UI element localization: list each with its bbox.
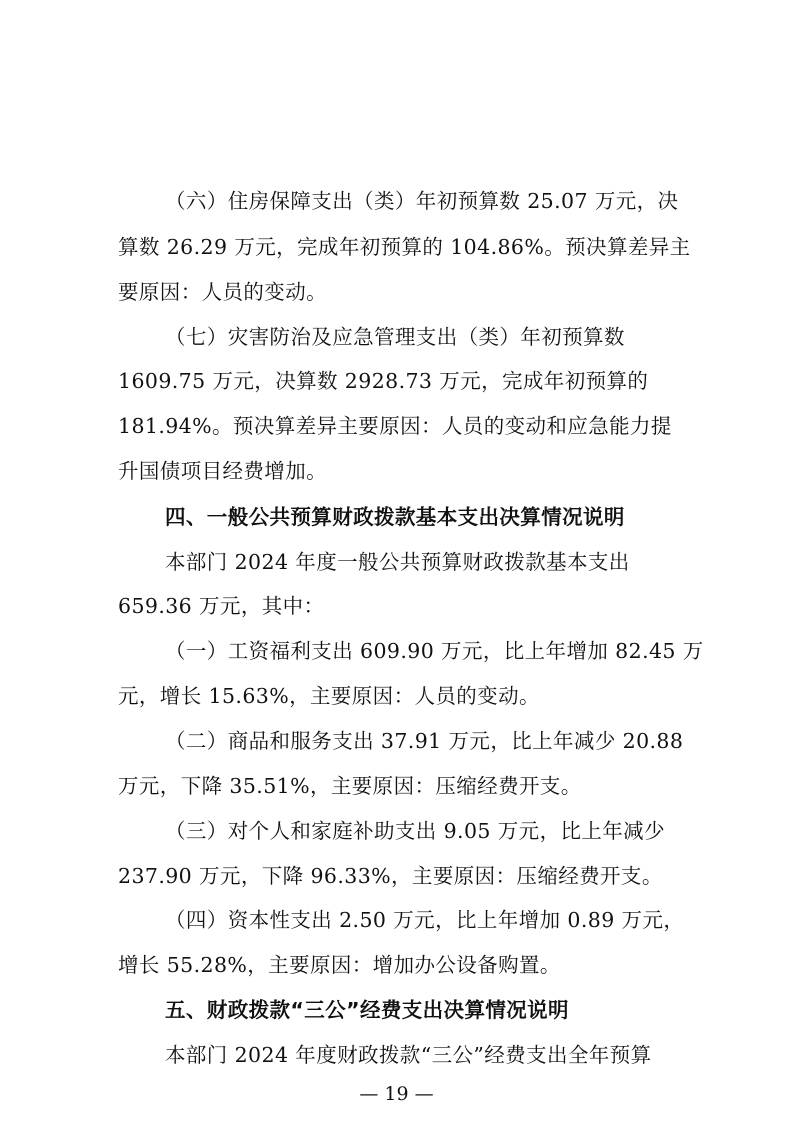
page-number: — 19 — (359, 1083, 434, 1105)
wages-line-1: （一）工资福利支出 609.90 万元，比上年增加 82.45 万 (165, 639, 704, 663)
disaster-line-4: 升国债项目经费增加。 (118, 459, 327, 483)
section-4-intro-line-1: 本部门 2024 年度一般公共预算财政拨款基本支出 (165, 550, 630, 574)
disaster-line-2: 1609.75 万元，决算数 2928.73 万元，完成年初预算的 (118, 369, 649, 393)
section-4-intro-line-2: 659.36 万元，其中： (118, 594, 325, 618)
disaster-line-1: （七）灾害防治及应急管理支出（类）年初预算数 (165, 325, 625, 349)
housing-line-2: 算数 26.29 万元，完成年初预算的 104.86%。预决算差异主 (118, 235, 691, 259)
section-5-intro-line-1: 本部门 2024 年度财政拨款“三公”经费支出全年预算 (165, 1043, 652, 1067)
wages-line-2: 元，增长 15.63%，主要原因：人员的变动。 (118, 684, 540, 708)
capital-line-1: （四）资本性支出 2.50 万元，比上年增加 0.89 万元， (165, 908, 685, 932)
housing-line-1: （六）住房保障支出（类）年初预算数 25.07 万元，决 (165, 189, 679, 213)
goods-line-1: （二）商品和服务支出 37.91 万元，比上年减少 20.88 (165, 729, 684, 753)
disaster-line-3: 181.94%。预决算差异主要原因：人员的变动和应急能力提 (118, 414, 672, 438)
section-5-heading: 五、财政拨款“三公”经费支出决算情况说明 (165, 998, 569, 1022)
subsidies-line-2: 237.90 万元，下降 96.33%，主要原因：压缩经费开支。 (118, 864, 663, 888)
capital-line-2: 增长 55.28%，主要原因：增加办公设备购置。 (118, 953, 561, 977)
subsidies-line-1: （三）对个人和家庭补助支出 9.05 万元，比上年减少 (165, 819, 665, 843)
housing-line-3: 要原因：人员的变动。 (118, 280, 327, 304)
section-4-heading: 四、一般公共预算财政拨款基本支出决算情况说明 (165, 505, 625, 529)
goods-line-2: 万元，下降 35.51%，主要原因：压缩经费开支。 (118, 774, 582, 798)
